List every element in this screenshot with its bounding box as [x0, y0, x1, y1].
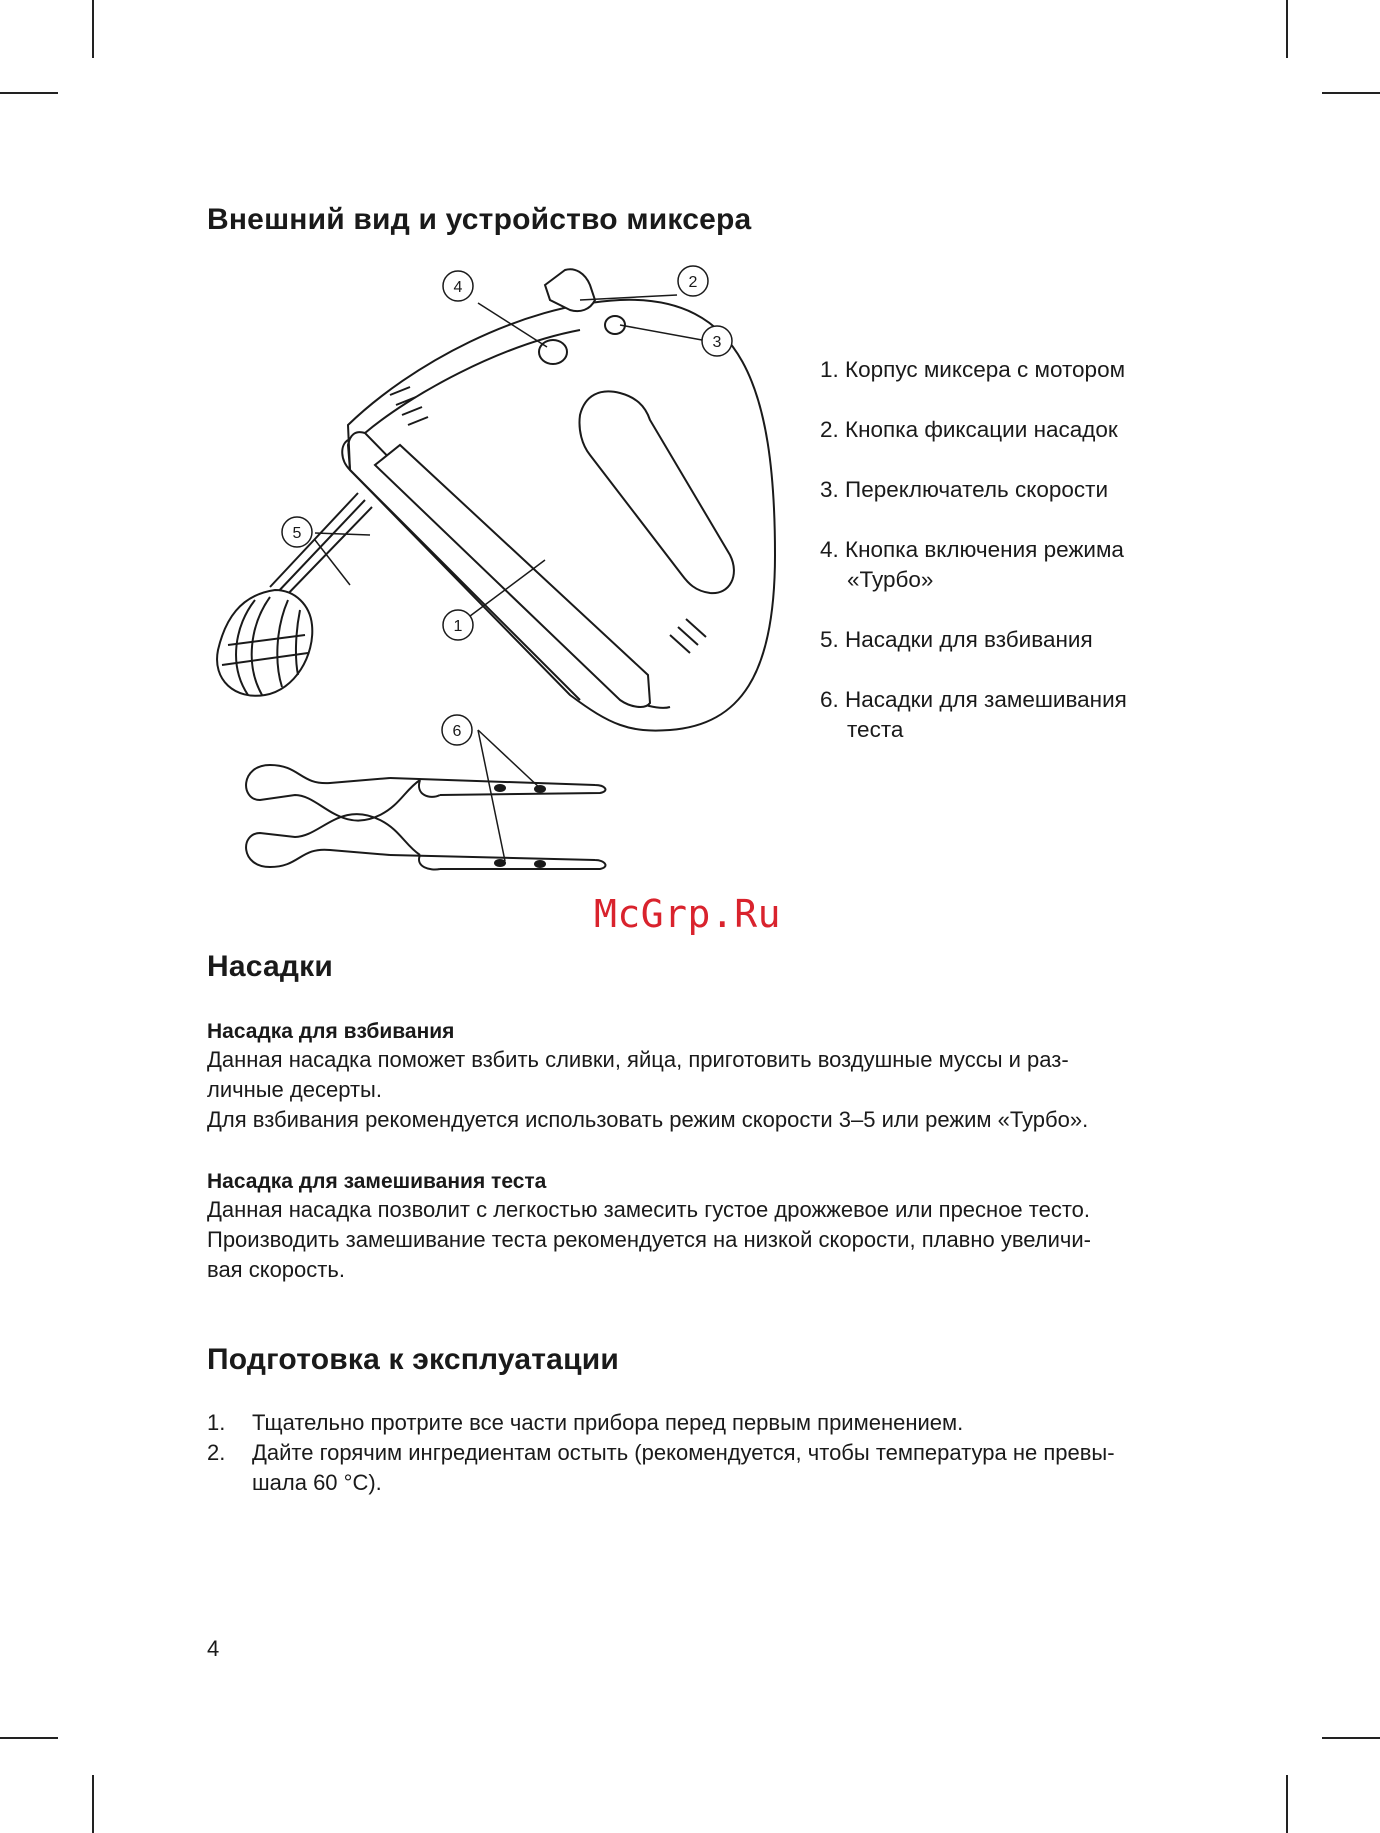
list-item	[207, 1438, 1115, 1498]
paragraph-line: Данная насадка поможет взбить сливки, яйца, приготовить воздушные муссы и раз-	[207, 1047, 1069, 1072]
list-item	[820, 535, 1127, 595]
paragraph-line: Производить замешивание теста рекомендуется на низкой скорости, плавно увеличи-	[207, 1227, 1092, 1252]
callout-label-2: 2	[688, 274, 698, 291]
section-title-attachments: Насадки	[207, 950, 333, 983]
section-title-appearance: Внешний вид и устройство миксера	[207, 203, 752, 236]
dough-hooks	[246, 765, 605, 869]
part-label: 2. Кнопка фиксации насадок	[820, 417, 1118, 442]
part-label-continued: «Турбо»	[847, 567, 934, 592]
list-item	[820, 685, 1127, 745]
leader-line-6b	[478, 730, 505, 861]
paragraph-line: Для взбивания рекомендуется использовать режим скорости 3–5 или режим «Турбо».	[207, 1107, 1089, 1132]
list-item	[820, 625, 1127, 655]
crop-mark	[0, 1737, 58, 1739]
step-text: Дайте горячим ингредиентам остыть (рекомендуется, чтобы температура не превы-	[252, 1440, 1115, 1465]
watermark: McGrp.Ru	[594, 892, 782, 936]
mixer-diagram	[200, 255, 820, 895]
whisk-heading: Насадка для взбивания	[207, 1020, 455, 1043]
crop-mark	[92, 0, 94, 58]
callout-label-1: 1	[453, 618, 463, 635]
part-label: 3. Переключатель скорости	[820, 477, 1109, 502]
crop-mark	[1286, 0, 1288, 58]
parts-list	[820, 355, 1127, 775]
paragraph-line: вая скорость.	[207, 1257, 345, 1282]
list-item	[820, 475, 1127, 505]
crop-mark	[1322, 1737, 1380, 1739]
paragraph-line: личные десерты.	[207, 1077, 382, 1102]
paragraph-line: Данная насадка позволит с легкостью замесить густое дрожжевое или пресное тесто.	[207, 1197, 1091, 1222]
step-text: Тщательно протрите все части прибора перед первым применением.	[252, 1410, 964, 1435]
part-label: 6. Насадки для замешивания	[820, 687, 1127, 712]
step-number: 1.	[207, 1410, 226, 1435]
page-number: 4	[207, 1636, 220, 1661]
crop-mark	[92, 1775, 94, 1833]
list-item	[207, 1408, 1115, 1438]
crop-mark	[1322, 92, 1380, 94]
dough-paragraph	[207, 1195, 1237, 1285]
part-label-continued: теста	[847, 717, 904, 742]
whisk-paragraph	[207, 1045, 1237, 1135]
leader-line-5	[315, 533, 370, 535]
dough-heading: Насадка для замешивания теста	[207, 1170, 547, 1193]
crop-mark	[1286, 1775, 1288, 1833]
crop-mark	[0, 92, 58, 94]
list-item	[820, 415, 1127, 445]
step-text-continued: шала 60 °C).	[252, 1470, 382, 1495]
part-label: 4. Кнопка включения режима	[820, 537, 1124, 562]
preparation-steps	[207, 1408, 1115, 1498]
callout-label-6: 6	[452, 723, 462, 740]
part-label: 5. Насадки для взбивания	[820, 627, 1093, 652]
part-label: 1. Корпус миксера с мотором	[820, 357, 1126, 382]
callout-label-4: 4	[453, 279, 463, 296]
callout-label-5: 5	[292, 525, 302, 542]
list-item	[820, 355, 1127, 385]
step-number: 2.	[207, 1440, 226, 1465]
section-title-preparation: Подготовка к эксплуатации	[207, 1343, 619, 1376]
callout-label-3: 3	[712, 334, 722, 351]
